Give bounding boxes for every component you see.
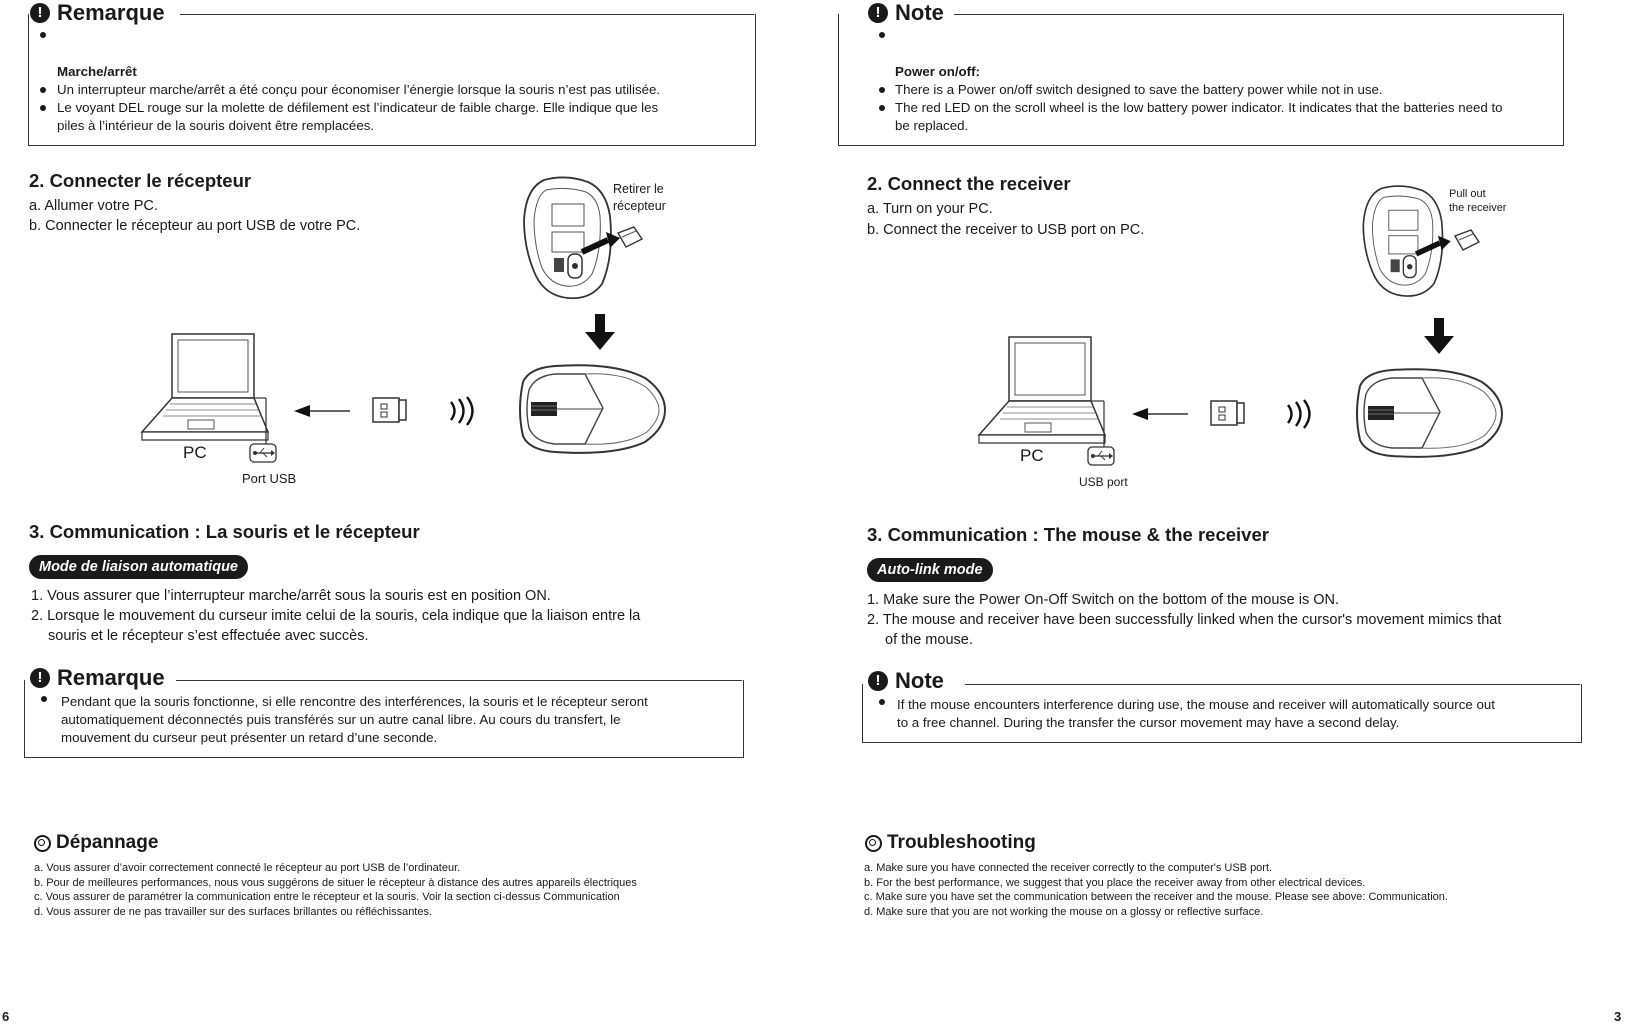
bullet-icon (879, 32, 885, 38)
page-number: 6 (2, 1009, 10, 1024)
bullet-icon (41, 696, 47, 702)
step-text: souris et le récepteur s’est effectuée avec succès. (48, 628, 369, 644)
pull-label: the receiver (1449, 202, 1507, 214)
section-title: 3. Communication : La souris et le récepteur (29, 521, 420, 542)
troubleshooting-heading (865, 832, 1036, 854)
exclamation-icon: ! (30, 3, 50, 23)
note-item: Le voyant DEL rouge sur la molette de défilement est l’indicateur de faible charge. Elle indique que les (57, 100, 659, 115)
pc-label: PC (1020, 446, 1044, 465)
receiver-icon (616, 225, 644, 249)
bullet-icon (879, 699, 885, 705)
page-number: 3 (1614, 1009, 1622, 1024)
arrow-down-icon (1424, 318, 1454, 354)
note-item: There is a Power on/off switch designed to save the battery power while not in use. (895, 82, 1383, 97)
troubleshooting-item: c. Make sure you have set the communication between the receiver and the mouse. Please see above: Communication. (864, 891, 1448, 903)
pull-label: Pull out (1449, 188, 1486, 200)
note-title: Remarque (57, 0, 165, 25)
arrow-down-icon (585, 314, 615, 350)
note-item: to a free channel. During the transfer the cursor movement may have a second delay. (897, 715, 1400, 730)
note-item: If the mouse encounters interference during use, the mouse and receiver will automatically source out (897, 697, 1495, 712)
mode-badge: Mode de liaison automatique (29, 555, 248, 579)
usb-icon (249, 443, 277, 463)
usb-label: Port USB (242, 471, 297, 486)
section-title: 2. Connecter le récepteur (29, 170, 252, 191)
note-title: Remarque (57, 665, 165, 690)
usb-icon (1087, 446, 1115, 466)
wireless-signal-icon (448, 396, 478, 426)
exclamation-icon: ! (868, 3, 888, 23)
troubleshooting-item: d. Vous assurer de ne pas travailler sur des surfaces brillantes ou réfléchissantes. (34, 905, 433, 918)
bullet-icon (879, 87, 885, 93)
note-heading (30, 0, 175, 26)
note-item: Pendant que la souris fonctionne, si elle rencontre des interférences, la souris et le récepteur seront (61, 694, 648, 709)
bullet-icon (40, 32, 46, 38)
step-text: of the mouse. (885, 632, 973, 648)
step-text: 1. Vous assurer que l’interrupteur marche/arrêt sous la souris est en position ON. (31, 588, 551, 604)
step-text: 1. Make sure the Power On-Off Switch on the bottom of the mouse is ON. (867, 592, 1340, 608)
mouse-underside-illustration (1356, 182, 1458, 304)
note-heading (868, 668, 954, 694)
bullet-icon (40, 105, 46, 111)
troubleshooting-title: Troubleshooting (887, 832, 1036, 853)
exclamation-icon: ! (30, 668, 50, 688)
pull-label: Retirer le (613, 182, 664, 196)
arrow-left-icon (294, 403, 350, 419)
bullet-icon (40, 87, 46, 93)
mouse-underside-illustration (516, 176, 628, 304)
mouse-top-illustration (1352, 366, 1504, 460)
note-item: mouvement du curseur peut présenter un retard d’une seconde. (61, 730, 438, 745)
receiver-dongle-icon (1210, 399, 1246, 427)
bullseye-icon (865, 835, 882, 852)
note-title: Note (895, 668, 944, 693)
step-text: b. Connecter le récepteur au port USB de votre PC. (29, 218, 361, 234)
usb-port-connector (252, 398, 272, 448)
pull-label: récepteur (613, 199, 666, 213)
section-title: 3. Communication : The mouse & the receiver (867, 524, 1269, 545)
mouse-top-illustration (515, 362, 667, 456)
troubleshooting-item: d. Make sure that you are not working the mouse on a glossy or reflective surface. (864, 905, 1264, 918)
troubleshooting-item: b. For the best performance, we suggest that you place the receiver away from other electrical devices. (864, 876, 1366, 889)
step-text: b. Connect the receiver to USB port on PC. (867, 222, 1145, 238)
troubleshooting-item: b. Pour de meilleures performances, nous vous suggérons de situer le récepteur à distance des autres appareils électriques (34, 876, 637, 889)
step-text: a. Allumer votre PC. (29, 198, 158, 214)
troubleshooting-title: Dépannage (56, 832, 159, 853)
wireless-signal-icon (1285, 399, 1315, 429)
receiver-icon (1453, 228, 1481, 252)
bullseye-icon (34, 835, 51, 852)
note-subtitle: Power on/off: (895, 64, 980, 79)
step-text: 2. The mouse and receiver have been successfully linked when the cursor's movement mimics that (867, 612, 1502, 628)
step-text: a. Turn on your PC. (867, 201, 993, 217)
troubleshooting-heading (34, 832, 158, 854)
usb-port-connector (1090, 401, 1110, 451)
note-heading (868, 0, 954, 26)
arrow-left-icon (1132, 406, 1188, 422)
note-item: piles à l’intérieur de la souris doivent être remplacées. (57, 118, 375, 133)
troubleshooting-item: a. Make sure you have connected the receiver correctly to the computer's USB port. (864, 862, 1273, 874)
pc-label: PC (183, 443, 207, 462)
troubleshooting-item: a. Vous assurer d’avoir correctement connecté le récepteur au port USB de l’ordinateur. (34, 862, 461, 874)
note-subtitle: Marche/arrêt (57, 64, 137, 79)
note-item: Un interrupteur marche/arrêt a été conçu pour économiser l’énergie lorsque la souris n’est pas utilisée. (57, 82, 661, 97)
section-title: 2. Connect the receiver (867, 173, 1071, 194)
exclamation-icon: ! (868, 671, 888, 691)
note-item: The red LED on the scroll wheel is the low battery power indicator. It indicates that the batteries need to (895, 100, 1503, 115)
bullet-icon (879, 105, 885, 111)
note-item: be replaced. (895, 118, 969, 133)
receiver-dongle-icon (372, 396, 408, 424)
note-item: automatiquement déconnectés puis transférés sur un autre canal libre. Au cours du transfert, le (61, 712, 621, 727)
note-title: Note (895, 0, 944, 25)
note-heading (30, 665, 175, 691)
usb-label: USB port (1079, 475, 1128, 489)
step-text: 2. Lorsque le mouvement du curseur imite celui de la souris, cela indique que la liaison entre la (31, 608, 641, 624)
mode-badge: Auto-link mode (867, 558, 993, 582)
troubleshooting-item: c. Vous assurer de paramétrer la communication entre le récepteur et la souris. Voir la section ci-dessus Communication (34, 891, 620, 903)
